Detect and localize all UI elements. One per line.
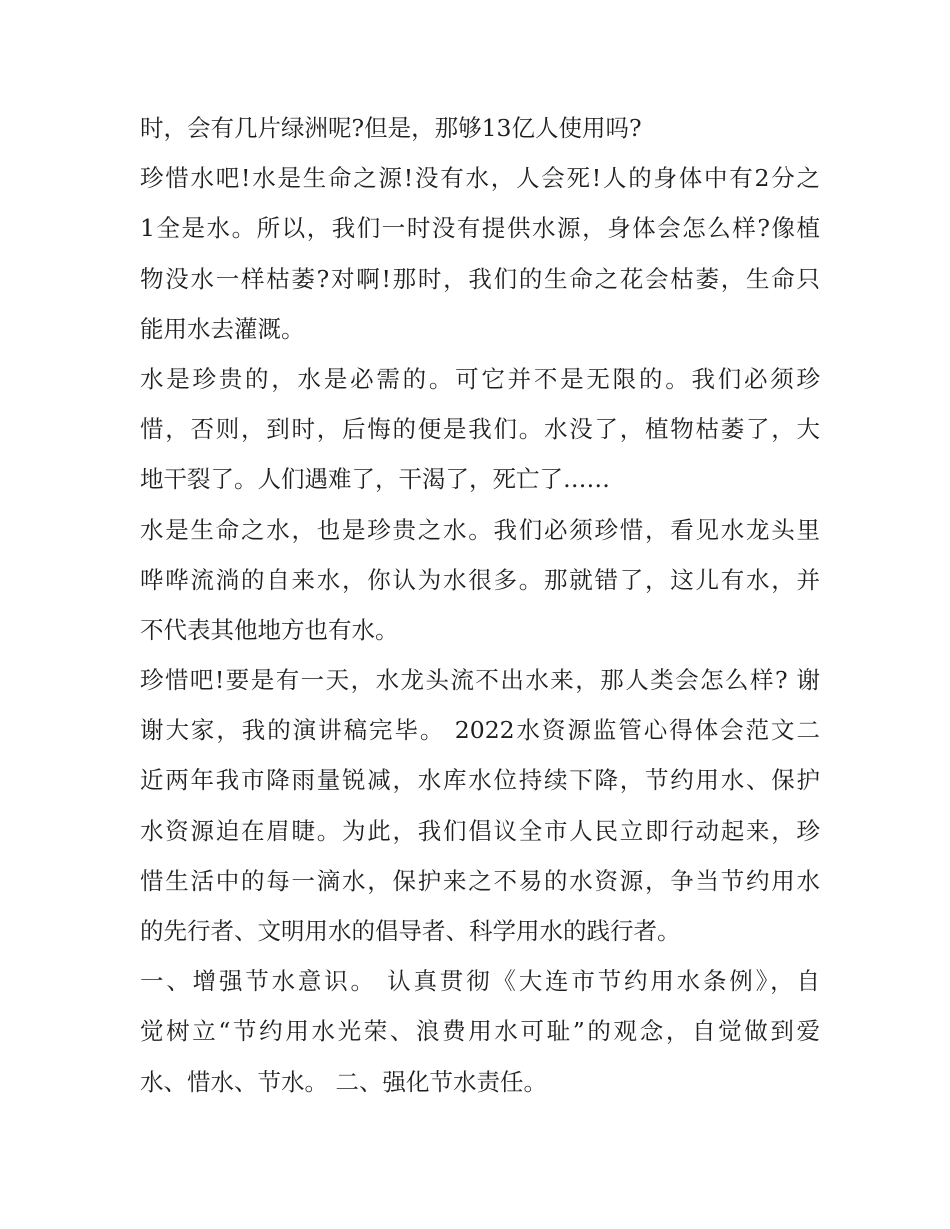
text-line-8: 地干裂了。人们遇难了，干渴了，死亡了…… (140, 465, 610, 494)
text-line-12: 珍惜吧!要是有一天，水龙头流不出水来，那人类会怎么样? 谢 (140, 666, 820, 695)
text-line-6: 水是珍贵的，水是必需的。可它并不是无限的。我们必须珍 (140, 364, 820, 393)
text-line-16: 惜生活中的每一滴水，保护来之不易的水资源，争当节约用水 (140, 866, 820, 895)
text-line-5: 能用水去灌溉。 (140, 314, 305, 343)
text-line-1: 时，会有几片绿洲呢?但是，那够13亿人使用吗? (140, 114, 642, 142)
text-line-9: 水是生命之水，也是珍贵之水。我们必须珍惜，看见水龙头里 (140, 515, 820, 544)
text-line-18: 一、增强节水意识。 认真贯彻《大连市节约用水条例》，自 (140, 967, 820, 996)
document-body (140, 103, 820, 1107)
text-line-15: 水资源迫在眉睫。为此，我们倡议全市人民立即行动起来，珍 (140, 816, 820, 845)
text-line-10: 哗哗流淌的自来水，你认为水很多。那就错了，这儿有水，并 (140, 565, 820, 594)
text-line-20: 水、惜水、节水。 二、强化节水责任。 (140, 1067, 547, 1096)
text-line-7: 惜，否则，到时，后悔的便是我们。水没了，植物枯萎了，大 (140, 415, 820, 444)
text-line-13: 谢大家，我的演讲稿完毕。 2022水资源监管心得体会范文二 (140, 716, 820, 745)
text-line-2: 珍惜水吧!水是生命之源!没有水，人会死!人的身体中有2分之 (140, 164, 820, 193)
text-line-4: 物没水一样枯萎?对啊!那时，我们的生命之花会枯萎，生命只 (140, 264, 820, 293)
text-line-17: 的先行者、文明用水的倡导者、科学用水的践行者。 (140, 917, 681, 945)
text-line-19: 觉树立“节约用水光荣、浪费用水可耻”的观念，自觉做到爱 (140, 1017, 820, 1046)
text-line-14: 近两年我市降雨量锐减，水库水位持续下降，节约用水、保护 (140, 766, 820, 795)
text-line-3: 1全是水。所以，我们一时没有提供水源，身体会怎么样?像植 (140, 214, 820, 243)
text-line-11: 不代表其他地方也有水。 (140, 615, 399, 644)
